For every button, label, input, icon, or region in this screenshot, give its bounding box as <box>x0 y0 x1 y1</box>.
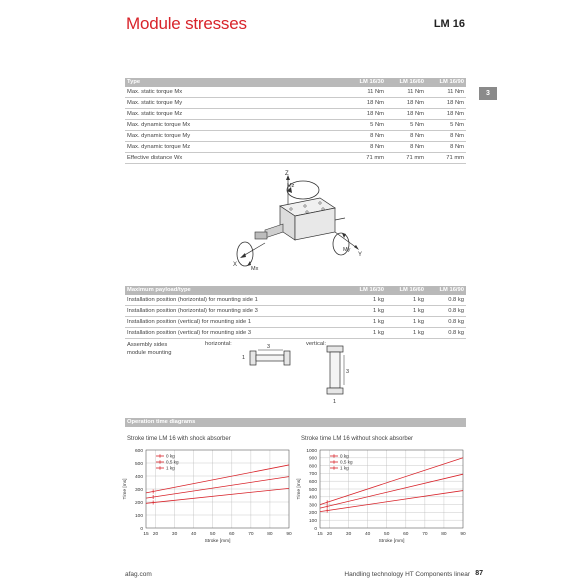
torque-table-cell: 71 mm <box>406 155 424 161</box>
x-tick-label: 20 <box>326 532 333 537</box>
payload-table <box>125 286 466 339</box>
torque-table-cell: 8 Nm <box>450 133 464 139</box>
series-line <box>146 488 289 503</box>
x-tick-label: 60 <box>403 532 409 537</box>
x-tick-label: 70 <box>422 532 428 537</box>
torque-table-row-label: Effective distance Wx <box>127 155 183 161</box>
y-tick-label: 1000 <box>306 448 317 454</box>
series-line <box>146 477 289 498</box>
payload-table-row <box>125 328 466 339</box>
payload-table-row-label: Installation position (horizontal) for mounting side 1 <box>127 297 258 303</box>
torque-table-cell: 11 Nm <box>447 89 464 95</box>
torque-table-row-label: Max. static torque My <box>127 100 183 106</box>
header-col2: LM 16/60 <box>399 79 424 85</box>
section-badge: 3 <box>479 87 497 100</box>
payload-table-header <box>125 286 466 295</box>
y-axis-label: Time [ms] <box>123 478 128 500</box>
y-tick-label: 0 <box>314 526 317 532</box>
axis-z-label: Z <box>285 171 289 177</box>
chart-stroke-time-without-absorber <box>296 444 471 544</box>
torque-table-cell: 8 Nm <box>410 144 424 150</box>
torque-table-row <box>125 87 466 98</box>
x-tick-label: 20 <box>152 532 159 537</box>
torque-table-row <box>125 153 466 164</box>
x-tick-label: 15 <box>143 532 149 537</box>
torque-table-row-label: Max. dynamic torque Mx <box>127 122 191 128</box>
series-line <box>320 474 463 508</box>
chart-stroke-time-with-absorber <box>122 444 297 544</box>
x-tick-label: 30 <box>171 532 178 537</box>
payload-table-cell: 1 kg <box>373 308 384 314</box>
torque-table-cell: 71 mm <box>446 155 464 161</box>
axis-my-label: My <box>343 247 351 253</box>
x-tick-label: 50 <box>210 532 216 537</box>
axis-mz-label: Mz <box>287 183 295 189</box>
y-tick-label: 200 <box>308 511 317 517</box>
torque-table-cell: 18 Nm <box>406 111 424 117</box>
x-tick-label: 60 <box>229 532 235 537</box>
torque-table-row <box>125 120 466 131</box>
x-tick-label: 90 <box>460 532 466 537</box>
series-line <box>320 491 463 512</box>
header-col1: LM 16/30 <box>359 79 384 85</box>
torque-table-header <box>125 78 466 87</box>
x-tick-label: 40 <box>190 532 197 537</box>
payload-table-cell: 1 kg <box>413 330 424 336</box>
torque-table-cell: 8 Nm <box>370 144 384 150</box>
torque-table-row <box>125 131 466 142</box>
y-tick-label: 700 <box>308 472 317 478</box>
torque-table-row-label: Max. dynamic torque Mz <box>127 144 191 150</box>
torque-table-row-label: Max. dynamic torque My <box>127 133 191 139</box>
y-tick-label: 300 <box>134 487 143 493</box>
header-type: Type <box>127 79 141 85</box>
payload-table-row-label: Installation position (vertical) for mounting side 1 <box>127 319 252 325</box>
model-label: LM 16 <box>433 18 465 30</box>
legend-label: 0,5 kg <box>340 459 353 465</box>
torque-table-cell: 18 Nm <box>366 111 384 117</box>
payload-table-row <box>125 306 466 317</box>
header-col3: LM 16/90 <box>439 79 464 85</box>
horizontal-label: horizontal: <box>205 341 232 347</box>
module-axes-diagram <box>225 168 375 278</box>
axis-y-label: Y <box>358 252 363 258</box>
x-tick-label: 50 <box>384 532 390 537</box>
legend-label: 0,5 kg <box>166 459 179 465</box>
horizontal-side3: 3 <box>267 344 271 350</box>
legend-label: 0 kg <box>166 453 175 459</box>
payload-table-cell: 1 kg <box>373 319 384 325</box>
torque-table-cell: 5 Nm <box>410 122 424 128</box>
y-tick-label: 0 <box>140 526 143 532</box>
y-tick-label: 400 <box>308 495 317 501</box>
y-tick-label: 200 <box>134 500 143 506</box>
axis-x-label: X <box>233 262 238 268</box>
header-payload: Maximum payload/type <box>127 287 191 293</box>
y-axis-label: Time [ms] <box>297 478 302 500</box>
torque-table-cell: 18 Nm <box>446 111 464 117</box>
torque-table-cell: 18 Nm <box>366 100 384 106</box>
torque-table-cell: 11 Nm <box>407 89 424 95</box>
chart2-title: Stroke time LM 16 without shock absorber <box>301 436 414 442</box>
y-tick-label: 100 <box>308 519 317 524</box>
header-col1: LM 16/30 <box>359 287 384 293</box>
assembly-label-line1: Assembly sides <box>127 342 168 348</box>
y-tick-label: 500 <box>134 461 143 467</box>
x-tick-label: 70 <box>248 532 254 537</box>
vertical-mounting-diagram <box>317 343 357 408</box>
payload-table-row <box>125 295 466 306</box>
footer-caption: Handling technology HT Components linear <box>344 571 470 578</box>
payload-table-cell: 1 kg <box>413 308 424 314</box>
y-tick-label: 800 <box>308 464 317 470</box>
y-tick-label: 900 <box>308 456 317 462</box>
torque-table-row <box>125 98 466 109</box>
torque-table-cell: 5 Nm <box>450 122 464 128</box>
payload-table-cell: 1 kg <box>373 330 384 336</box>
torque-table-row-label: Max. static torque Mz <box>127 111 183 117</box>
torque-table-row <box>125 109 466 120</box>
payload-table-cell: 1 kg <box>373 297 384 303</box>
torque-table-row <box>125 142 466 153</box>
torque-table-cell: 71 mm <box>366 155 384 161</box>
x-axis-label: Stroke [mm] <box>378 539 405 544</box>
torque-table-cell: 18 Nm <box>406 100 424 106</box>
vertical-side1: 1 <box>333 399 337 405</box>
payload-table-row-label: Installation position (horizontal) for mounting side 3 <box>127 308 258 314</box>
y-tick-label: 600 <box>308 480 317 485</box>
torque-table-cell: 8 Nm <box>410 133 424 139</box>
payload-table-row <box>125 317 466 328</box>
chart1-title: Stroke time LM 16 with shock absorber <box>127 436 231 442</box>
vertical-label: vertical: <box>306 341 326 347</box>
header-col3: LM 16/90 <box>439 287 464 293</box>
horizontal-side1: 1 <box>242 355 246 361</box>
payload-table-cell: 0.8 kg <box>448 330 464 336</box>
x-tick-label: 15 <box>317 532 323 537</box>
assembly-label-line2: module mounting <box>127 350 172 356</box>
payload-table-row-label: Installation position (vertical) for mounting side 3 <box>127 330 252 336</box>
x-tick-label: 80 <box>441 532 447 537</box>
torque-table-cell: 18 Nm <box>446 100 464 106</box>
torque-table <box>125 78 466 164</box>
page-title: Module stresses <box>126 14 247 33</box>
payload-table-cell: 1 kg <box>413 297 424 303</box>
y-tick-label: 100 <box>134 513 143 519</box>
legend-label: 1 kg <box>340 465 349 471</box>
assembly-label <box>127 341 171 357</box>
y-tick-label: 300 <box>308 503 317 509</box>
torque-table-cell: 8 Nm <box>370 133 384 139</box>
torque-table-cell: 11 Nm <box>367 89 384 95</box>
footer-website: afag.com <box>125 571 152 578</box>
vertical-side3: 3 <box>346 369 350 375</box>
horizontal-mounting-diagram <box>238 342 308 372</box>
legend-label: 0 kg <box>340 453 349 459</box>
torque-table-cell: 5 Nm <box>370 122 384 128</box>
x-tick-label: 80 <box>267 532 273 537</box>
legend-label: 1 kg <box>166 465 175 471</box>
x-axis-label: Stroke [mm] <box>204 539 231 544</box>
y-tick-label: 400 <box>134 474 143 480</box>
page-number: 87 <box>475 570 483 577</box>
x-tick-label: 90 <box>286 532 292 537</box>
axis-mx-label: Mx <box>251 266 259 272</box>
x-tick-label: 30 <box>345 532 352 537</box>
x-tick-label: 40 <box>364 532 371 537</box>
operation-time-section-header: Operation time diagrams <box>125 418 466 427</box>
torque-table-row-label: Max. static torque Mx <box>127 89 183 95</box>
header-col2: LM 16/60 <box>399 287 424 293</box>
payload-table-cell: 0.8 kg <box>448 297 464 303</box>
payload-table-cell: 0.8 kg <box>448 308 464 314</box>
y-tick-label: 600 <box>134 448 143 454</box>
payload-table-cell: 1 kg <box>413 319 424 325</box>
payload-table-cell: 0.8 kg <box>448 319 464 325</box>
torque-table-cell: 8 Nm <box>450 144 464 150</box>
y-tick-label: 500 <box>308 487 317 493</box>
